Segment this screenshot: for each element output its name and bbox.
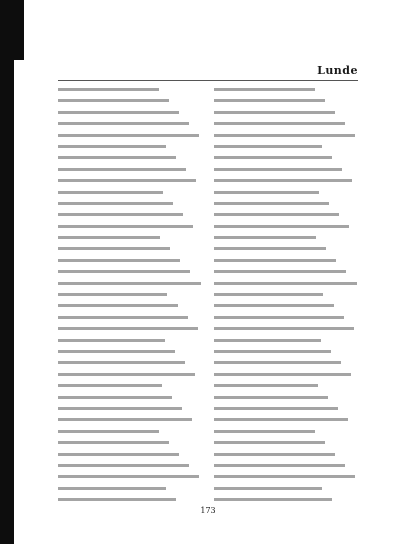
directory-entry-placeholder — [58, 145, 202, 154]
directory-entry-placeholder — [58, 111, 202, 120]
directory-entry-placeholder — [58, 316, 202, 325]
directory-entry-placeholder — [58, 156, 202, 165]
directory-entry-placeholder — [214, 99, 358, 108]
directory-entry-placeholder — [58, 396, 202, 405]
directory-entry-placeholder — [58, 407, 202, 416]
directory-entry-placeholder — [58, 122, 202, 131]
fold-mark — [14, 0, 24, 60]
directory-entry-placeholder — [214, 191, 358, 200]
directory-entry-placeholder — [58, 464, 202, 473]
directory-entry-placeholder — [214, 247, 358, 256]
directory-entry-placeholder — [214, 282, 358, 291]
directory-entry-placeholder — [58, 350, 202, 359]
directory-entry-placeholder — [214, 361, 358, 370]
directory-entry-placeholder — [58, 191, 202, 200]
directory-entry-placeholder — [214, 202, 358, 211]
directory-entry-placeholder — [58, 236, 202, 245]
directory-entry-placeholder — [214, 316, 358, 325]
directory-entry-placeholder — [58, 373, 202, 382]
directory-entry-placeholder — [214, 441, 358, 450]
directory-entry-placeholder — [58, 418, 202, 427]
directory-entry-placeholder — [58, 327, 202, 336]
directory-entry-placeholder — [58, 259, 202, 268]
running-head: Lunde — [317, 64, 358, 77]
directory-entry-placeholder — [214, 430, 358, 439]
directory-entry-placeholder — [58, 134, 202, 143]
directory-entry-placeholder — [214, 418, 358, 427]
directory-entry-placeholder — [214, 225, 358, 234]
directory-entry-placeholder — [214, 134, 358, 143]
directory-entry-placeholder — [58, 384, 202, 393]
binding-strip — [0, 0, 14, 544]
directory-entry-placeholder — [214, 453, 358, 462]
directory-entry-placeholder — [214, 384, 358, 393]
directory-entry-placeholder — [58, 99, 202, 108]
header-rule — [58, 80, 358, 81]
directory-entry-placeholder — [58, 339, 202, 348]
column-left — [58, 86, 202, 501]
directory-entry-placeholder — [58, 168, 202, 177]
directory-entry-placeholder — [58, 282, 202, 291]
directory-entry-placeholder — [214, 213, 358, 222]
directory-entry-placeholder — [58, 361, 202, 370]
directory-entry-placeholder — [214, 122, 358, 131]
directory-entry-placeholder — [214, 396, 358, 405]
directory-entry-placeholder — [214, 475, 358, 484]
directory-entry-placeholder — [214, 236, 358, 245]
directory-entry-placeholder — [214, 179, 358, 188]
directory-entry-placeholder — [214, 339, 358, 348]
directory-entry-placeholder — [214, 111, 358, 120]
directory-entry-placeholder — [58, 270, 202, 279]
directory-entry-placeholder — [214, 293, 358, 302]
directory-entry-placeholder — [58, 430, 202, 439]
directory-entry-placeholder — [214, 498, 358, 501]
directory-page — [58, 40, 358, 515]
column-right — [214, 86, 358, 501]
directory-entry-placeholder — [214, 156, 358, 165]
directory-entry-placeholder — [58, 179, 202, 188]
directory-entry-placeholder — [214, 464, 358, 473]
directory-entry-placeholder — [58, 293, 202, 302]
directory-entry-placeholder — [214, 145, 358, 154]
directory-entry-placeholder — [58, 88, 202, 97]
directory-entry-placeholder — [58, 453, 202, 462]
directory-entry-placeholder — [58, 225, 202, 234]
directory-entry-placeholder — [58, 487, 202, 496]
directory-entry-placeholder — [58, 213, 202, 222]
directory-entry-placeholder — [58, 247, 202, 256]
directory-entry-placeholder — [214, 88, 358, 97]
directory-entry-placeholder — [214, 304, 358, 313]
directory-entry-placeholder — [58, 202, 202, 211]
directory-entry-placeholder — [214, 487, 358, 496]
directory-entry-placeholder — [58, 498, 202, 501]
page-number: 173 — [200, 506, 216, 515]
directory-entry-placeholder — [214, 270, 358, 279]
directory-entry-placeholder — [214, 259, 358, 268]
directory-entry-placeholder — [214, 407, 358, 416]
directory-entry-placeholder — [58, 475, 202, 484]
directory-entry-placeholder — [214, 373, 358, 382]
directory-entry-placeholder — [214, 350, 358, 359]
directory-entry-placeholder — [214, 168, 358, 177]
directory-entry-placeholder — [214, 327, 358, 336]
directory-entry-placeholder — [58, 441, 202, 450]
directory-entry-placeholder — [58, 304, 202, 313]
